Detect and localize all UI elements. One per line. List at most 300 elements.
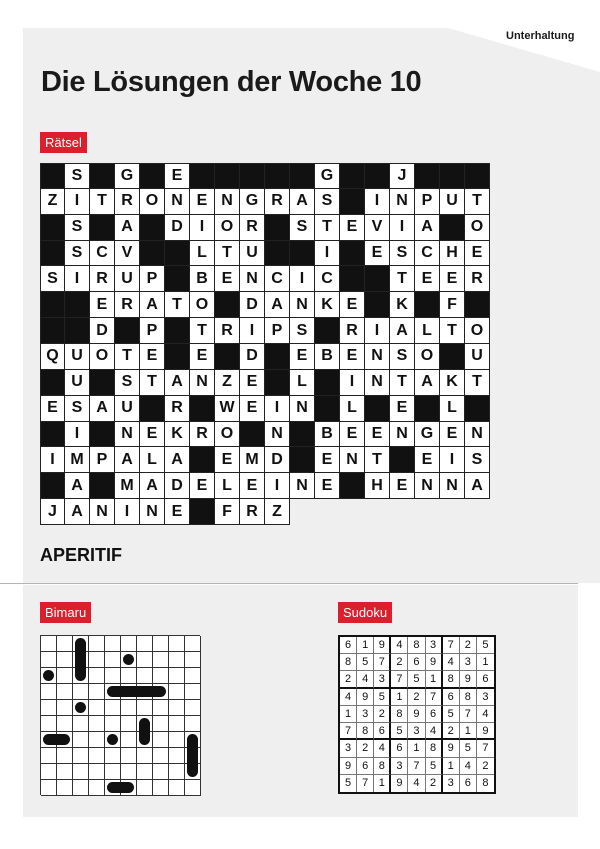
crossword-black-cell [265,344,290,370]
crossword-cell: A [65,499,90,525]
crossword-cell: R [190,422,215,448]
crossword-cell: H [440,241,465,267]
crossword-cell: O [90,344,115,370]
crossword-black-cell [115,318,140,344]
bimaru-cell [137,636,153,652]
crossword-cell: K [440,370,465,396]
sudoku-cell: 3 [340,740,357,757]
bimaru-cell [57,652,73,668]
crossword-cell: N [390,189,415,215]
crossword-black-cell [415,292,440,318]
crossword-cell: D [90,318,115,344]
bimaru-cell [57,684,73,700]
crossword-cell: E [340,292,365,318]
crossword-cell: A [140,473,165,499]
crossword-black-cell [390,447,415,473]
bimaru-cell [41,652,57,668]
crossword-cell: N [365,344,390,370]
bimaru-cell [73,636,89,652]
ship-segment-right [56,734,70,745]
crossword-cell: A [415,370,440,396]
crossword-cell: N [340,447,365,473]
bimaru-cell [41,716,57,732]
crossword-cell: D [240,344,265,370]
crossword-cell: N [215,189,240,215]
bimaru-cell [185,748,201,764]
crossword-cell: R [90,266,115,292]
crossword-cell: Z [40,189,65,215]
crossword-cell: N [90,499,115,525]
sudoku-cell: 6 [477,671,494,688]
crossword-cell: L [215,473,240,499]
crossword-cell: I [365,318,390,344]
crossword-black-cell [440,215,465,241]
crossword-black-cell [90,215,115,241]
bimaru-cell [169,716,185,732]
bimaru-cell [185,716,201,732]
crossword-cell: U [465,344,490,370]
crossword-cell: I [65,266,90,292]
sudoku-cell: 8 [482,777,489,790]
bimaru-cell [137,764,153,780]
sudoku-cell: 6 [391,740,408,757]
bimaru-cell [89,732,105,748]
crossword-cell: E [365,241,390,267]
crossword-cell: N [265,422,290,448]
crossword-cell: B [190,266,215,292]
crossword-black-cell [240,163,265,189]
crossword-cell: R [265,189,290,215]
crossword-cell: E [290,344,315,370]
crossword-cell: E [215,266,240,292]
crossword-cell: N [415,473,440,499]
bimaru-cell [137,684,153,700]
ship-segment-left [107,782,121,793]
bimaru-cell [185,668,201,684]
crossword-cell: G [115,163,140,189]
bimaru-cell [169,684,185,700]
crossword-black-cell [90,473,115,499]
crossword-black-cell [440,344,465,370]
crossword-black-cell [440,163,465,189]
crossword-cell: S [390,344,415,370]
crossword-cell: T [390,370,415,396]
crossword-cell: E [415,266,440,292]
sudoku-cell: 4 [477,706,494,723]
bimaru-cell [185,780,201,796]
bimaru-cell [169,732,185,748]
sudoku-cell: 9 [460,671,477,688]
bimaru-cell [185,684,201,700]
crossword-cell: I [65,189,90,215]
sudoku-cell: 3 [391,758,408,775]
bimaru-cell [57,700,73,716]
sudoku-cell: 1 [340,706,357,723]
crossword-black-cell [290,163,315,189]
bimaru-cell [41,748,57,764]
sudoku-cell: 4 [340,689,357,706]
sudoku-cell: 3 [443,775,460,792]
crossword-cell: N [115,422,140,448]
crossword-cell: Z [215,370,240,396]
sudoku-cell: 9 [443,740,460,757]
crossword-cell: A [115,447,140,473]
crossword-black-cell [40,473,65,499]
crossword-cell: R [165,396,190,422]
crossword-cell: L [190,241,215,267]
sudoku-cell: 7 [340,723,357,740]
crossword-black-cell [290,241,315,267]
crossword-empty [440,499,465,525]
crossword-cell: I [315,241,340,267]
sudoku-grid [338,635,496,794]
sudoku-cell: 3 [357,706,374,723]
bimaru-cell [73,684,89,700]
crossword-cell: S [65,396,90,422]
sudoku-cell: 4 [460,758,477,775]
sudoku-cell: 9 [477,723,494,740]
crossword-black-cell [340,163,365,189]
crossword-cell: E [465,241,490,267]
sudoku-tag: Sudoku [338,602,392,623]
ship-segment-top [75,638,86,652]
crossword-black-cell [90,163,115,189]
crossword-black-cell [190,163,215,189]
sudoku-cell: 9 [357,689,374,706]
crossword-cell: O [465,215,490,241]
crossword-black-cell [340,189,365,215]
bimaru-cell [57,716,73,732]
crossword-black-cell [415,396,440,422]
crossword-cell: E [165,499,190,525]
bimaru-cell [121,636,137,652]
crossword-cell: P [415,189,440,215]
bimaru-cell [41,732,57,748]
bimaru-cell [105,780,121,796]
crossword-cell: L [340,396,365,422]
crossword-cell: R [340,318,365,344]
bimaru-cell [153,780,169,796]
crossword-empty [340,499,365,525]
bimaru-cell [105,668,121,684]
crossword-cell: T [115,344,140,370]
bimaru-cell [57,780,73,796]
crossword-cell: I [290,266,315,292]
sudoku-cell: 7 [408,758,425,775]
sudoku-cell: 9 [426,654,443,671]
crossword-solution: APERITIF [40,545,123,565]
crossword-cell: P [90,447,115,473]
sudoku-cell: 4 [408,775,425,792]
bimaru-cell [105,652,121,668]
crossword-black-cell [265,370,290,396]
crossword-empty [365,499,390,525]
crossword-cell: S [65,215,90,241]
crossword-black-cell [40,422,65,448]
sudoku-cell: 2 [408,689,425,706]
crossword-cell: S [115,370,140,396]
sudoku-cell: 1 [374,775,391,792]
crossword-cell: M [115,473,140,499]
sudoku-cell: 8 [357,723,374,740]
crossword-cell: T [190,318,215,344]
bimaru-cell [137,668,153,684]
crossword-cell: K [390,292,415,318]
sudoku-cell: 3 [477,689,494,706]
sudoku-cell: 7 [426,689,443,706]
crossword-cell: I [65,422,90,448]
crossword-cell: I [440,447,465,473]
bimaru-cell [89,780,105,796]
crossword-black-cell [365,266,390,292]
crossword-black-cell [165,241,190,267]
crossword-cell: D [265,447,290,473]
sudoku-cell: 7 [391,671,408,688]
crossword-cell: P [140,266,165,292]
crossword-cell: E [165,163,190,189]
crossword-cell: W [215,396,240,422]
ship-segment-single [107,734,118,745]
sudoku-cell: 9 [391,775,408,792]
crossword-cell: N [440,473,465,499]
sudoku-cell: 6 [340,637,357,654]
crossword-cell: U [240,241,265,267]
crossword-cell: A [290,189,315,215]
bimaru-cell [185,764,201,780]
sudoku-cell: 2 [340,671,357,688]
sudoku-cell: 8 [426,740,443,757]
sudoku-cell: 7 [477,740,494,757]
crossword-black-cell [140,215,165,241]
bimaru-cell [185,652,201,668]
crossword-cell: E [440,266,465,292]
sudoku-cell: 8 [408,637,425,654]
bimaru-cell [185,636,201,652]
crossword-cell: A [265,292,290,318]
sudoku-cell: 7 [460,706,477,723]
sudoku-cell: 8 [443,671,460,688]
sudoku-cell: 5 [357,654,374,671]
bimaru-cell [89,764,105,780]
bimaru-cell [121,764,137,780]
bimaru-cell [121,748,137,764]
crossword-cell: E [440,422,465,448]
crossword-cell: Q [40,344,65,370]
crossword-black-cell [40,215,65,241]
crossword-cell: T [440,318,465,344]
crossword-cell: T [165,292,190,318]
bimaru-cell [121,684,137,700]
crossword-cell: N [290,473,315,499]
crossword-cell: E [390,473,415,499]
bimaru-cell [169,700,185,716]
crossword-cell: E [190,189,215,215]
crossword-cell: R [115,189,140,215]
crossword-black-cell [65,318,90,344]
crossword-cell: I [190,215,215,241]
ship-segment-single [43,670,54,681]
ship-segment-hmid [120,686,137,697]
bimaru-cell [89,652,105,668]
bimaru-cell [41,764,57,780]
bimaru-cell [137,780,153,796]
crossword-cell: T [315,215,340,241]
crossword-cell: E [140,344,165,370]
crossword-cell: K [315,292,340,318]
sudoku-cell: 2 [460,637,477,654]
bimaru-cell [89,716,105,732]
sudoku-cell: 1 [408,740,425,757]
crossword-cell: N [190,370,215,396]
crossword-cell: U [115,266,140,292]
bimaru-cell [137,652,153,668]
bimaru-cell [105,764,121,780]
crossword-cell: L [140,447,165,473]
crossword-cell: I [265,473,290,499]
bimaru-cell [121,780,137,796]
crossword-cell: K [165,422,190,448]
crossword-empty [465,499,490,525]
crossword-black-cell [290,447,315,473]
bimaru-cell [137,716,153,732]
crossword-black-cell [90,370,115,396]
crossword-cell: C [90,241,115,267]
crossword-black-cell [465,292,490,318]
crossword-cell: E [215,447,240,473]
crossword-cell: O [140,189,165,215]
crossword-cell: B [315,344,340,370]
sudoku-cell: 4 [374,740,391,757]
sudoku-cell: 1 [477,654,494,671]
bimaru-cell [153,684,169,700]
sudoku-cell: 1 [357,637,374,654]
sudoku-cell: 2 [374,706,391,723]
bimaru-cell [73,732,89,748]
crossword-cell: O [190,292,215,318]
crossword-cell: C [415,241,440,267]
bimaru-cell [89,684,105,700]
crossword-cell: T [390,266,415,292]
sudoku-cell: 9 [374,637,391,654]
crossword-black-cell [140,163,165,189]
crossword-cell: A [90,396,115,422]
crossword-cell: U [65,370,90,396]
crossword-cell: T [90,189,115,215]
crossword-cell: M [240,447,265,473]
bimaru-cell [121,652,137,668]
crossword-cell: N [290,396,315,422]
sudoku-cell: 8 [391,706,408,723]
crossword-cell: N [240,266,265,292]
sudoku-cell: 6 [460,775,477,792]
bimaru-cell [105,732,121,748]
crossword-cell: S [40,266,65,292]
crossword-black-cell [190,396,215,422]
ship-segment-mid [75,651,86,668]
sudoku-cell: 2 [477,758,494,775]
crossword-cell: J [390,163,415,189]
sudoku-cell: 2 [426,775,443,792]
ship-segment-mid [187,747,198,764]
bimaru-cell [169,780,185,796]
crossword-cell: O [215,215,240,241]
bimaru-cell [57,764,73,780]
sudoku-cell: 5 [426,758,443,775]
ship-segment-left [43,734,57,745]
crossword-tag: Rätsel [40,132,87,153]
crossword-cell: I [340,370,365,396]
crossword-cell: L [440,396,465,422]
ship-segment-hmid [136,686,153,697]
crossword-cell: T [365,447,390,473]
crossword-black-cell [265,163,290,189]
sudoku-cell: 1 [426,671,443,688]
crossword-cell: F [440,292,465,318]
bimaru-cell [57,748,73,764]
bimaru-cell [121,716,137,732]
bimaru-cell [41,780,57,796]
sudoku-cell: 9 [408,706,425,723]
crossword-black-cell [40,370,65,396]
bimaru-cell [169,668,185,684]
sudoku-cell: 9 [340,758,357,775]
ship-segment-left [107,686,121,697]
sudoku-cell: 5 [460,740,477,757]
crossword-cell: R [465,266,490,292]
crossword-cell: A [415,215,440,241]
sudoku-cell: 4 [426,723,443,740]
crossword-cell: B [315,422,340,448]
crossword-cell: E [240,396,265,422]
crossword-cell: G [415,422,440,448]
crossword-cell: E [40,396,65,422]
crossword-cell: P [140,318,165,344]
crossword-cell: V [365,215,390,241]
crossword-black-cell [315,396,340,422]
sudoku-cell: 8 [340,654,357,671]
crossword-black-cell [315,318,340,344]
crossword-cell: E [340,215,365,241]
crossword-cell: L [290,370,315,396]
sudoku-cell: 3 [426,637,443,654]
crossword-cell: U [440,189,465,215]
crossword-cell: G [240,189,265,215]
crossword-black-cell [40,163,65,189]
crossword-cell: C [265,266,290,292]
bimaru-cell [153,652,169,668]
bimaru-cell [41,684,57,700]
bimaru-cell [169,636,185,652]
crossword-cell: L [415,318,440,344]
crossword-black-cell [290,422,315,448]
bimaru-cell [137,732,153,748]
crossword-empty [415,499,440,525]
crossword-black-cell [340,473,365,499]
crossword-black-cell [240,422,265,448]
bimaru-cell [153,636,169,652]
sudoku-cell: 2 [443,723,460,740]
bimaru-cell [153,764,169,780]
bimaru-cell [41,700,57,716]
bimaru-cell [41,636,57,652]
crossword-cell: N [390,422,415,448]
crossword-cell: T [465,189,490,215]
crossword-cell: D [240,292,265,318]
bimaru-cell [153,668,169,684]
crossword-cell: S [290,318,315,344]
crossword-cell: N [365,370,390,396]
crossword-cell: N [165,189,190,215]
